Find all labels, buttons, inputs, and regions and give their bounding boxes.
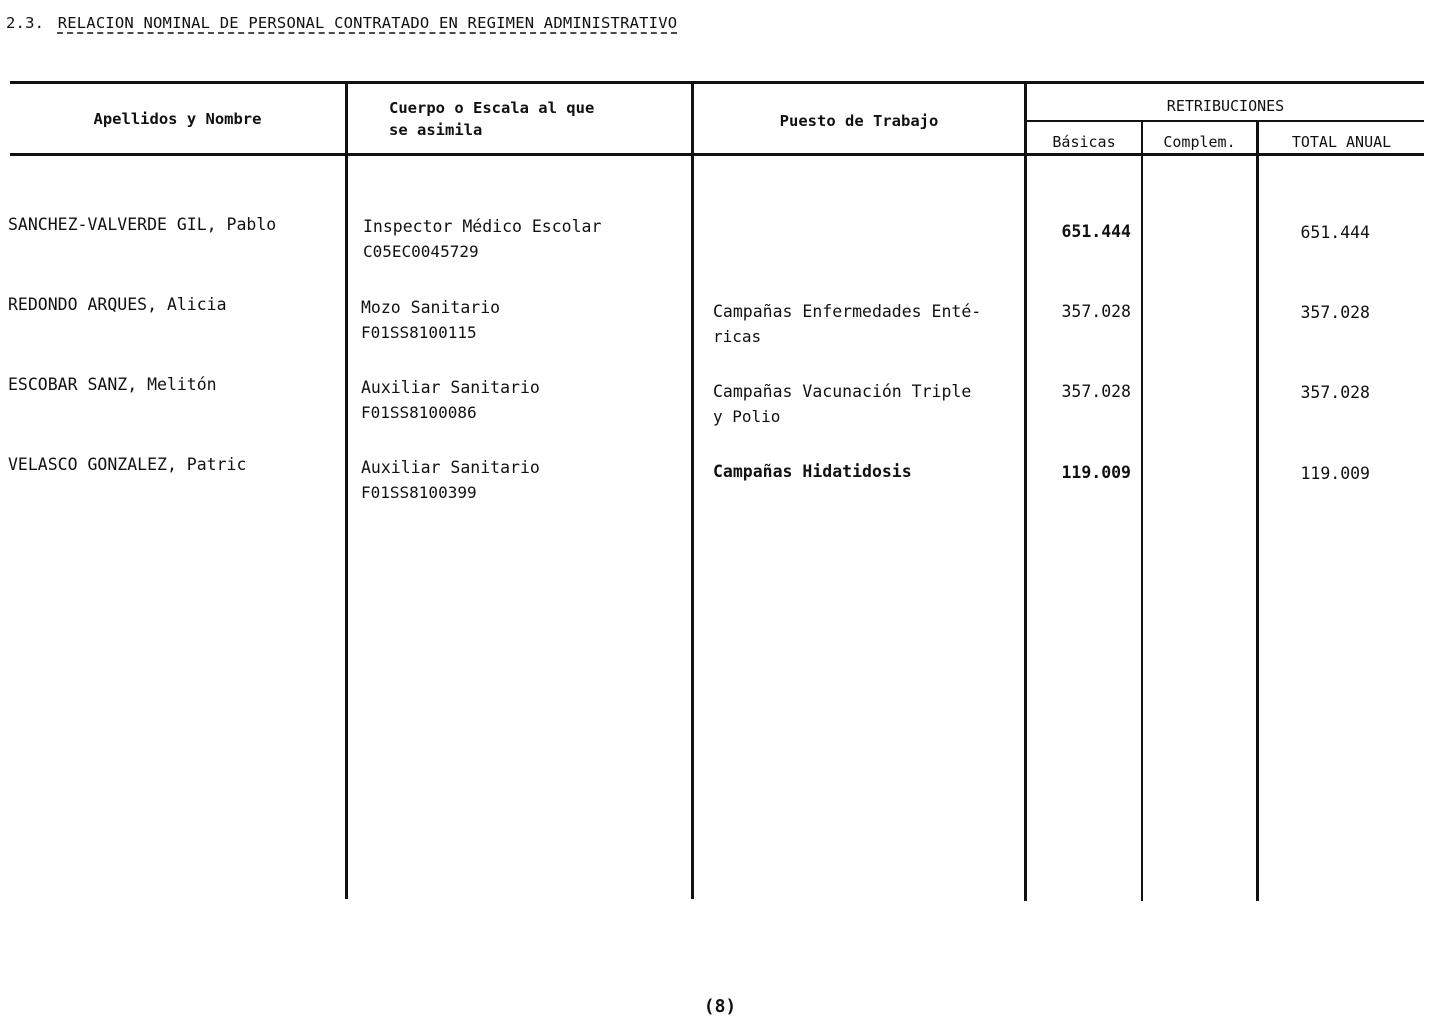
row-1-codigo: C05EC0045729 [363, 242, 479, 261]
header-nombre: Apellidos y Nombre [93, 110, 262, 128]
row-3-puesto-line1: Campañas Vacunación Triple [713, 382, 972, 401]
row-2-nombre: REDONDO ARQUES, Alicia [8, 295, 227, 314]
row-1-cuerpo [363, 214, 601, 264]
row-2-cuerpo-label: Mozo Sanitario [361, 298, 501, 317]
column-divider-3 [1024, 83, 1027, 901]
row-4-cuerpo-label: Auxiliar Sanitario [361, 458, 540, 477]
row-3-total: 357.028 [1300, 383, 1370, 402]
row-1-basicas: 651.444 [1061, 222, 1131, 241]
row-4-total: 119.009 [1300, 464, 1370, 483]
row-2-puesto-line2: ricas [713, 327, 762, 346]
header-cuerpo-line2: se asimila [389, 121, 483, 139]
row-4-cuerpo [361, 455, 540, 505]
header-basicas: Básicas [1052, 133, 1116, 151]
row-4-puesto [713, 459, 912, 484]
row-1-nombre: SANCHEZ-VALVERDE GIL, Pablo [8, 215, 277, 234]
row-3-puesto-line2: y Polio [713, 407, 781, 426]
row-2-puesto-line1: Campañas Enfermedades Enté- [713, 302, 982, 321]
section-heading [6, 14, 677, 32]
header-complem: Complem. [1163, 133, 1236, 151]
row-3-nombre: ESCOBAR SANZ, Melitón [8, 375, 217, 394]
column-divider-1 [345, 83, 348, 899]
row-2-puesto [713, 299, 981, 349]
header-retribuciones: RETRIBUCIONES [1166, 97, 1285, 115]
header-puesto: Puesto de Trabajo [779, 112, 939, 130]
row-2-basicas: 357.028 [1061, 302, 1131, 321]
row-3-codigo: F01SS8100086 [361, 403, 477, 422]
header-cuerpo-line1: Cuerpo o Escala al que [389, 99, 595, 117]
row-3-puesto [713, 379, 971, 429]
row-2-total: 357.028 [1300, 303, 1370, 322]
column-divider-5 [1256, 120, 1259, 901]
header-cuerpo [389, 97, 594, 141]
row-2-codigo: F01SS8100115 [361, 323, 477, 342]
column-divider-4 [1141, 120, 1143, 901]
row-4-puesto-line1: Campañas Hidatidosis [713, 462, 912, 481]
row-3-basicas: 357.028 [1061, 382, 1131, 401]
row-4-basicas: 119.009 [1061, 463, 1131, 482]
header-bottom-rule [10, 153, 1424, 156]
header-total: TOTAL ANUAL [1291, 133, 1392, 151]
page-number: (8) [703, 996, 737, 1017]
row-3-cuerpo [361, 375, 540, 425]
column-divider-2 [691, 83, 694, 899]
table-top-rule [10, 81, 1424, 84]
row-3-cuerpo-label: Auxiliar Sanitario [361, 378, 540, 397]
row-4-nombre: VELASCO GONZALEZ, Patric [8, 455, 247, 474]
row-4-codigo: F01SS8100399 [361, 483, 477, 502]
row-1-total: 651.444 [1300, 223, 1370, 242]
row-2-cuerpo [361, 295, 500, 345]
section-title: RELACION NOMINAL DE PERSONAL CONTRATADO EN REGIMEN ADMINISTRATIVO [57, 14, 678, 32]
row-1-cuerpo-label: Inspector Médico Escolar [363, 217, 602, 236]
retribuciones-subheader-rule [1026, 120, 1424, 122]
section-number: 2.3. [6, 14, 45, 32]
